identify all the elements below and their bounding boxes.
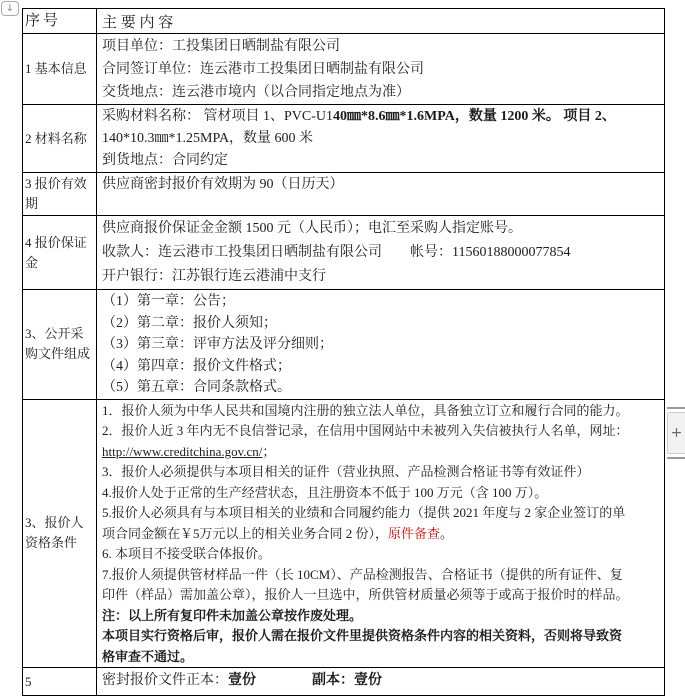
- table-row: [23, 290, 665, 400]
- row-content-cell[interactable]: [97, 34, 665, 105]
- content-line: [102, 174, 662, 195]
- table-row: [23, 105, 665, 173]
- procurement-table: [22, 8, 665, 696]
- text-segment: 2．报价人近 3 年内无不良信誉记录，在信用中国网站中未被列入失信被执行人名单，网址：: [102, 423, 629, 438]
- row-number-cell[interactable]: 3 报价有效期: [23, 173, 97, 216]
- content-line: [102, 503, 662, 524]
- content-line: [102, 128, 662, 150]
- text-segment: （2）第二章：报价人须知；: [102, 315, 277, 331]
- text-segment: 收款人：连云港市工投集团日晒制盐有限公司 帐号：11560188000077854: [102, 245, 571, 260]
- header-serial-cell[interactable]: 序号: [23, 9, 97, 34]
- content-line: [102, 524, 662, 545]
- content-line: [102, 606, 662, 627]
- table-select-handle[interactable]: [1, 1, 19, 16]
- content-line: [102, 401, 662, 422]
- content-line: [102, 217, 662, 241]
- content-line: [102, 483, 662, 504]
- content-line: [102, 334, 662, 356]
- content-line: [102, 462, 662, 483]
- row-number-cell[interactable]: 3、公开采购文件组成: [23, 290, 97, 400]
- content-line: [102, 81, 662, 104]
- text-segment: （1）第一章：公告；: [102, 294, 235, 309]
- text-segment: 印件（样品）需加盖公章），报价人一旦选中，所供管材质量必须等于或高于报价时的样品。: [102, 587, 629, 602]
- text-segment: 5.报价人必须具有与本项目相关的业绩和合同履约能力（提供 2021 年度与 2 家企业签订的单: [102, 505, 626, 520]
- text-segment: （4）第四章：报价文件格式；: [102, 358, 291, 374]
- table-row: [23, 399, 665, 668]
- content-line: [102, 442, 662, 463]
- content-line: [102, 356, 662, 378]
- divider-line: [667, 407, 685, 409]
- table-row: [23, 216, 665, 290]
- text-segment: [256, 673, 312, 688]
- content-line: [102, 647, 662, 668]
- text-segment: 4.报价人处于正常的生产经营状态，且注册资本不低于 100 万元（含 100 万）。: [102, 484, 548, 500]
- text-segment: （5）第五章：合同条款格式。: [102, 380, 291, 395]
- text-segment: 1．报价人须为中华人民共和国境内注册的独立法人单位，具备独立订立和履行合同的能力。: [102, 402, 629, 418]
- row-content-cell[interactable]: [97, 668, 665, 696]
- row-content-cell[interactable]: [97, 105, 665, 173]
- down-arrow-icon: ↓: [5, 2, 15, 14]
- text-segment: 供应商报价保证金金额 1500 元（人民币）；电汇至采购人指定账号。: [102, 221, 522, 236]
- text-segment: 开户银行：江苏银行连云港浦中支行: [102, 269, 326, 284]
- plus-button[interactable]: +: [667, 412, 685, 454]
- row-content-cell[interactable]: [97, 399, 665, 668]
- text-segment: 供应商密封报价有效期为 90（日历天）: [102, 177, 344, 192]
- text-segment: 140*10.3㎜*1.25MPA，数量 600 米: [102, 131, 314, 146]
- text-segment: 注：以上所有复印件未加盖公章按作废处理。: [102, 607, 363, 623]
- text-segment: 3．报价人必须提供与本项目相关的证件（营业执照、产品检测合格证书等有效证件）: [102, 464, 590, 479]
- table-row: [23, 173, 665, 216]
- scroll-split-widget: [667, 407, 685, 459]
- content-line: [102, 313, 662, 335]
- row-number-cell[interactable]: 1 基本信息: [23, 34, 97, 105]
- content-line: [102, 377, 662, 399]
- row-number-cell[interactable]: 2 材料名称: [23, 105, 97, 173]
- content-line: [102, 265, 662, 289]
- content-line: [102, 241, 662, 265]
- text-segment: 副本：壹份: [312, 673, 382, 688]
- content-line: [102, 106, 662, 128]
- row-content-cell[interactable]: [97, 173, 665, 216]
- content-line: [102, 291, 662, 313]
- content-line: [102, 58, 662, 81]
- row-number-cell[interactable]: 4 报价保证金: [23, 216, 97, 290]
- text-segment: （3）第三章：评审方法及评分细则；: [102, 337, 333, 352]
- content-line: [102, 626, 662, 647]
- text-segment: 到货地点：合同约定: [102, 153, 228, 168]
- text-segment: 合同签订单位：连云港市工投集团日晒制盐有限公司: [102, 62, 424, 77]
- table-header-row: [23, 9, 665, 34]
- text-segment: 壹份: [228, 673, 256, 688]
- highlight-text: 原件备查: [388, 525, 441, 541]
- text-segment: 格审查不通过。: [102, 648, 194, 664]
- content-line: [102, 150, 662, 172]
- content-line: [102, 669, 662, 693]
- url-text: http://www.creditchina.gov.cn/: [102, 443, 263, 459]
- text-segment: 项目单位：工投集团日晒制盐有限公司: [102, 39, 340, 54]
- row-content-cell[interactable]: [97, 290, 665, 400]
- content-line: [102, 544, 662, 565]
- text-segment: 本项目实行资格后审，报价人需在报价文件里提供资格条件内容的相关资料，否则将导致资: [102, 628, 623, 643]
- row-number-cell[interactable]: 3、报价人资格条件: [23, 399, 97, 668]
- text-segment: 交货地点：连云港市境内（以合同指定地点为准）: [102, 85, 410, 100]
- content-line: [102, 565, 662, 586]
- text-segment: 密封报价文件正本：: [102, 673, 228, 688]
- content-line: [102, 35, 662, 58]
- divider-line: [667, 457, 685, 459]
- header-content-cell[interactable]: 主 要 内 容: [97, 9, 665, 34]
- text-segment: 。: [440, 525, 454, 541]
- row-content-cell[interactable]: [97, 216, 665, 290]
- text-segment: 7.报价人须提供管材样品一件（长 10CM）、产品检测报告、合格证书（提供的所有证件、复: [102, 566, 623, 582]
- text-segment: 项合同金额在￥5万元以上的相关业务合同 2 份），: [102, 525, 389, 541]
- table-row: [23, 668, 665, 696]
- text-segment: 40㎜*8.6㎜*1.6MPA，数量 1200 米。 项目 2、: [333, 109, 616, 124]
- text-segment: 采购材料名称： 管材项目 1、PVC-U1: [102, 109, 334, 124]
- text-segment: ；: [262, 443, 276, 459]
- content-line: [102, 585, 662, 606]
- text-segment: 6. 本项目不接受联合体报价。: [102, 546, 272, 561]
- content-line: [102, 421, 662, 442]
- row-number-cell[interactable]: 5: [23, 668, 97, 696]
- table-row: [23, 34, 665, 105]
